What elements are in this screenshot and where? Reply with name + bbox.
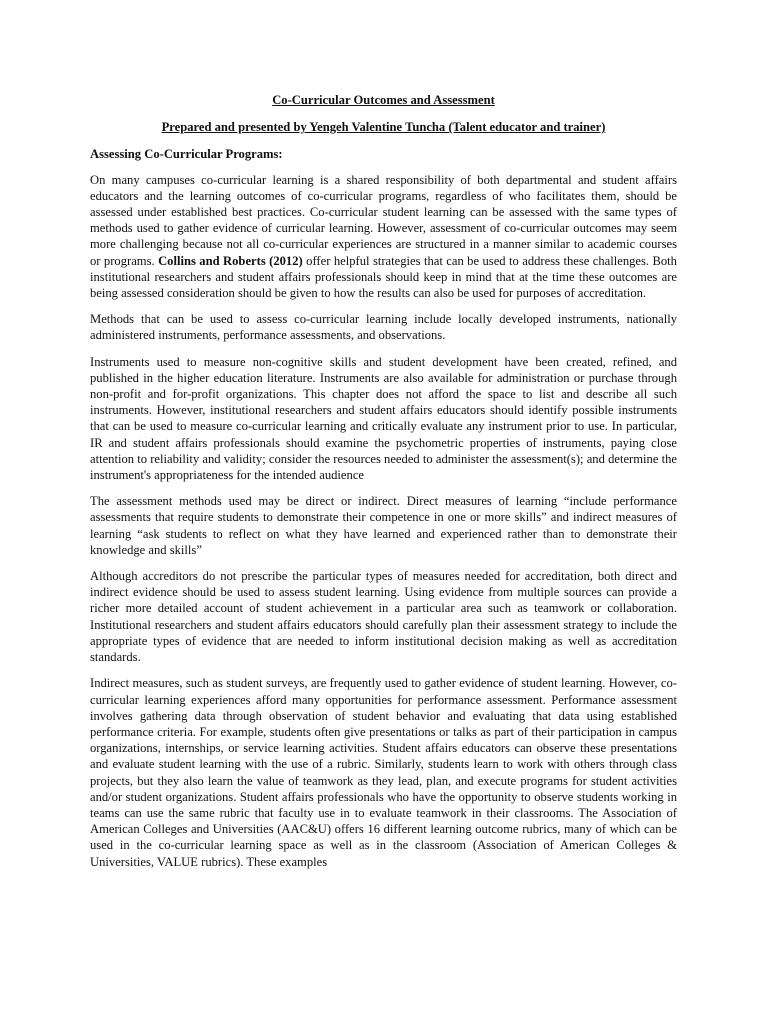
paragraph-4: The assessment methods used may be direct or indirect. Direct measures of learning “include performance assessments that require students to demonstrate their competence in one or more skills” and indirect measures of learning “ask students to reflect on what they have learned and experienced rather than to demonstrate their knowledge and skills”: [90, 494, 677, 557]
paragraph-1: [90, 172, 677, 302]
paragraph-6: Indirect measures, such as student surveys, are frequently used to gather evidence of student learning. However, co-curricular learning experiences afford many opportunities for performance assessment. Performance assessment involves gathering data through observation of student behavior and evaluating that data using established performance criteria. For example, students often give presentations or talks as part of their participation in campus organizations, internships, or service learning activities. Student affairs educators can observe these presentations and evaluate student learning with the use of a rubric. Similarly, students learn to work with others through class projects, but they also learn the value of teamwork as they lead, plan, and execute programs for student activities and/or student organizations. Student affairs professionals who have the opportunity to observe students working in teams can use the same rubric that faculty use in to evaluate teamwork in their classrooms. The Association of American Colleges and Universities (AAC&U) offers 16 different learning outcome rubrics, many of which can be used in the co-curricular learning space as well as in the classroom (Association of American Colleges & Universities, VALUE rubrics). These examples: [90, 676, 677, 869]
paragraph-2: Methods that can be used to assess co-curricular learning include locally developed instruments, nationally administered instruments, performance assessments, and observations.: [90, 312, 677, 343]
document-title: Co-Curricular Outcomes and Assessment: [272, 93, 495, 107]
paragraph-3: Instruments used to measure non-cognitive skills and student development have been created, refined, and published in the higher education literature. Instruments are also available for administration or purchase through non-profit and for-profit organizations. This chapter does not afford the space to list and describe all such instruments. However, institutional researchers and student affairs educators should identify possible instruments that can be used to measure co-curricular learning and critically evaluate any instrument prior to use. In particular, IR and student affairs professionals should examine the psychometric properties of instruments, paying close attention to reliability and validity; consider the resources needed to administer the assessment(s); and determine the instrument's appropriateness for the intended audience: [90, 354, 677, 483]
section-heading: Assessing Co-Curricular Programs:: [90, 147, 283, 162]
paragraph-1-text-b: offer helpful strategies that can be used to address these challenges. Both institutional researchers and student affairs professionals should keep in mind that at the time these outcomes are being assessed consideration should be given to how the results can also be used for purposes of accreditation.: [90, 253, 677, 301]
document-page: [90, 92, 677, 880]
paragraph-1-text-a: On many campuses co-curricular learning is a shared responsibility of both departmental and student affairs educators and the learning outcomes of co-curricular programs, regardless of who facilitates them, should be assessed under established best practices. Co-curricular student learning can be assessed with the same types of methods used to gather evidence of curricular learning. However, assessment of co-curricular outcomes may seem more challenging because not all co-curricular experiences are structured in a manner similar to academic courses or programs.: [90, 172, 677, 268]
citation-collins-roberts: Collins and Roberts (2012): [158, 253, 303, 268]
paragraph-5: Although accreditors do not prescribe the particular types of measures needed for accreditation, both direct and indirect evidence should be used to assess student learning. Using evidence from multiple sources can provide a richer more detailed account of student achievement in a particular area such as teamwork or collaboration. Institutional researchers and student affairs educators should carefully plan their assessment strategy to include the appropriate types of evidence that are needed to inform institutional decision making as well as accreditation standards.: [90, 569, 677, 665]
document-subtitle: Prepared and presented by Yengeh Valentine Tuncha (Talent educator and trainer): [161, 120, 606, 135]
